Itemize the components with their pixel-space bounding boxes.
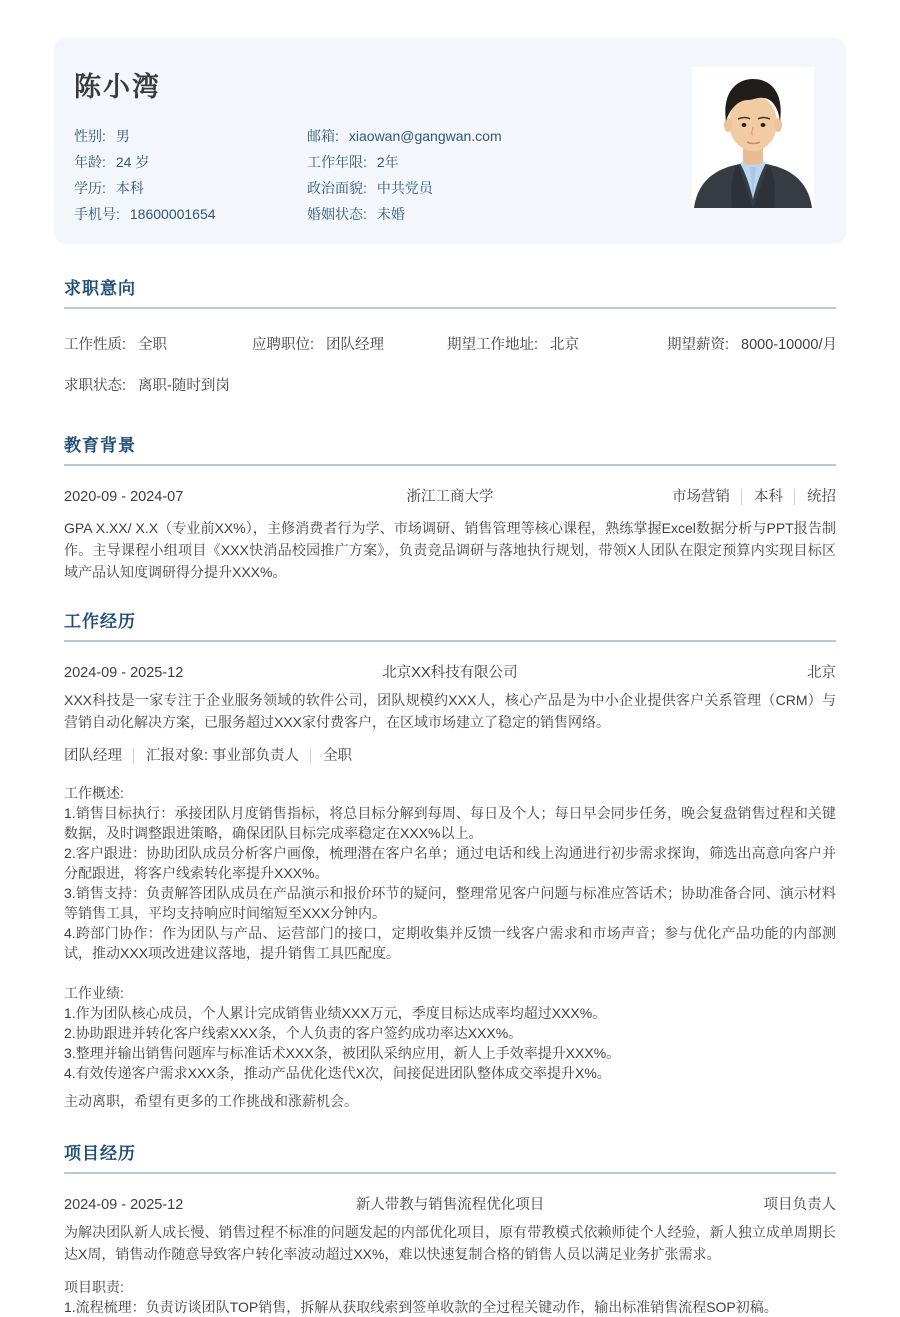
work-overview-item: 4.跨部门协作：作为团队与产品、运营部门的接口，定期收集并反馈一线客户需求和市场声音；参与优化产品功能的内部测试，推动XXX项改进建议落地，提升销售工具匹配度。: [64, 925, 836, 961]
work-meta-row: [64, 661, 836, 682]
project-description: 为解决团队新人成长慢、销售过程不标准的问题发起的内部优化项目，原有带教模式依赖师徒个人经验，新人独立成单周期长达X周，销售动作随意导致客户转化率波动超过XX%，难以快速复制合格的销售人员以满足业务扩张需求。: [64, 1224, 836, 1262]
education-tag: 本科: [741, 489, 783, 505]
intent-value: 8000-10000/月: [741, 337, 837, 353]
intent-value: 离职-随时到岗: [138, 378, 230, 394]
job-intent-item: [447, 333, 667, 354]
info-value: 本科: [115, 180, 144, 196]
work-location: 北京: [806, 665, 836, 681]
work-achievement-item: 4.有效传递客户需求XXX条，推动产品优化迭代X次，间接促进团队整体成交率提升X%。: [64, 1065, 611, 1081]
info-value: 24 岁: [115, 154, 150, 170]
personal-info-row: [74, 149, 307, 175]
info-label: 性别:: [74, 128, 106, 144]
info-label: 婚姻状态:: [307, 206, 367, 222]
info-label: 工作年限:: [307, 154, 367, 170]
job-title-tag: 团队经理: [64, 748, 122, 764]
section-divider: [64, 464, 836, 466]
education-date: 2020-09 - 2024-07: [64, 489, 184, 505]
project-date: 2024-09 - 2025-12: [64, 1197, 184, 1213]
section-divider: [64, 307, 836, 309]
project-duty-block: [64, 1277, 836, 1317]
section-title: 教育背景: [64, 436, 136, 455]
intent-label: 期望薪资:: [667, 337, 730, 353]
leave-reason: 主动离职，希望有更多的工作挑战和涨薪机会。: [64, 1093, 358, 1109]
personal-info-row: [74, 201, 307, 227]
work-achievement-item: 1.作为团队核心成员，个人累计完成销售业绩XXX万元，季度目标达成率均超过XXX%。: [64, 1005, 607, 1021]
info-label: 邮箱:: [307, 128, 339, 144]
project-meta-row: [64, 1193, 836, 1214]
section-divider: [64, 640, 836, 642]
portrait-illustration-icon: [692, 67, 814, 208]
info-value: 18600001654: [129, 206, 216, 222]
work-overview-label: 工作概述:: [64, 785, 124, 801]
section-work-experience: [64, 613, 836, 1111]
project-duty-items: [64, 1297, 836, 1317]
resume-page: [0, 38, 900, 1313]
section-title: 工作经历: [64, 612, 136, 631]
project-duty-label: 项目职责:: [64, 1279, 124, 1295]
work-overview-items: [64, 803, 836, 963]
job-title-tag: 汇报对象: 事业部负责人: [133, 748, 299, 764]
work-achievement-items: [64, 1003, 836, 1083]
candidate-name: 陈小湾: [74, 72, 161, 102]
project-duty-item: 1.流程梳理：负责访谈团队TOP销售，拆解从获取线索到签单收款的全过程关键动作，输出标准销售流程SOP初稿。: [64, 1299, 778, 1315]
intent-label: 工作性质:: [64, 337, 127, 353]
work-overview-item: 2.客户跟进：协助团队成员分析客户画像，梳理潜在客户名单；通过电话和线上沟通进行初步需求探询，筛选出高意向客户并分配跟进，将客户线索转化率提升XXX%。: [64, 845, 836, 881]
personal-info-row: [74, 123, 307, 149]
job-intent-row: [64, 333, 836, 354]
intent-value: 团队经理: [326, 337, 385, 353]
work-date: 2024-09 - 2025-12: [64, 665, 184, 681]
education-description: GPA X.XX/ X.X（专业前XX%），主修消费者行为学、市场调研、销售管理等核心课程，熟练掌握Excel数据分析与PPT报告制作。主导课程小组项目《XXX快消品校园推广方案》，负责竞品调研与落地执行规划，带领X人团队在限定预算内实现目标区域产品认知度调研得分提升XXX%。: [64, 520, 836, 580]
work-overview-item: 3.销售支持：负责解答团队成员在产品演示和报价环节的疑问，整理常见客户问题与标准应答话术；协助准备合同、演示材料等销售工具，平均支持响应时间缩短至XXX分钟内。: [64, 885, 836, 921]
education-tag: 市场营销: [671, 489, 730, 505]
section-job-intent: [64, 280, 836, 395]
section-education: [64, 437, 836, 583]
info-value: 男: [115, 128, 130, 144]
info-label: 学历:: [74, 180, 106, 196]
work-company: 北京XX科技有限公司: [382, 665, 518, 681]
header-card: [54, 38, 846, 244]
work-overview-item: 1.销售目标执行：承接团队月度销售指标，将总目标分解到每周、每日及个人；每日早会同步任务，晚会复盘销售过程和关键数据，及时调整跟进策略，确保团队目标完成率稳定在XXX%以上。: [64, 805, 836, 841]
intent-label: 期望工作地址:: [447, 337, 539, 353]
job-intent-item: [64, 333, 252, 354]
intent-value: 北京: [550, 337, 580, 353]
education-tags: [613, 485, 836, 506]
section-title: 求职意向: [64, 279, 136, 298]
education-tag: 统招: [794, 489, 836, 505]
info-label: 手机号:: [74, 206, 120, 222]
work-achievement-block: [64, 983, 836, 1083]
education-meta-row: [64, 485, 836, 506]
personal-info-row: [74, 175, 307, 201]
personal-info-left-column: [74, 123, 307, 227]
info-value: xiaowan@gangwan.com: [348, 128, 502, 144]
job-intent-item: [667, 333, 837, 354]
work-achievement-label: 工作业绩:: [64, 985, 124, 1001]
info-value: 中共党员: [376, 180, 433, 196]
intent-label: 求职状态:: [64, 378, 127, 394]
info-value: 未婚: [376, 206, 405, 222]
section-title: 项目经历: [64, 1144, 136, 1163]
section-divider: [64, 1172, 836, 1174]
section-project-experience: [64, 1145, 836, 1317]
project-name: 新人带教与销售流程优化项目: [355, 1197, 545, 1213]
job-title-tag: 全职: [310, 748, 352, 764]
job-intent-item: [252, 333, 447, 354]
work-achievement-item: 3.整理并输出销售问题库与标准话术XXX条，被团队采纳应用，新人上手效率提升XXX%。: [64, 1045, 621, 1061]
intent-value: 全职: [138, 337, 168, 353]
work-overview-block: [64, 783, 836, 963]
intent-label: 应聘职位:: [252, 337, 315, 353]
project-role: 项目负责人: [763, 1197, 836, 1213]
job-title-row: [64, 744, 836, 765]
education-school: 浙江工商大学: [406, 489, 494, 505]
id-photo: [692, 67, 814, 208]
job-status-row: [64, 374, 836, 395]
info-label: 年龄:: [74, 154, 106, 170]
info-label: 政治面貌:: [307, 180, 367, 196]
work-achievement-item: 2.协助跟进并转化客户线索XXX条，个人负责的客户签约成功率达XXX%。: [64, 1025, 523, 1041]
info-value: 2年: [376, 154, 399, 170]
company-intro: XXX科技是一家专注于企业服务领域的软件公司，团队规模约XXX人，核心产品是为中小企业提供客户关系管理（CRM）与营销自动化解决方案，已服务超过XXX家付费客户，在区域市场建立了稳定的销售网络。: [64, 692, 836, 730]
